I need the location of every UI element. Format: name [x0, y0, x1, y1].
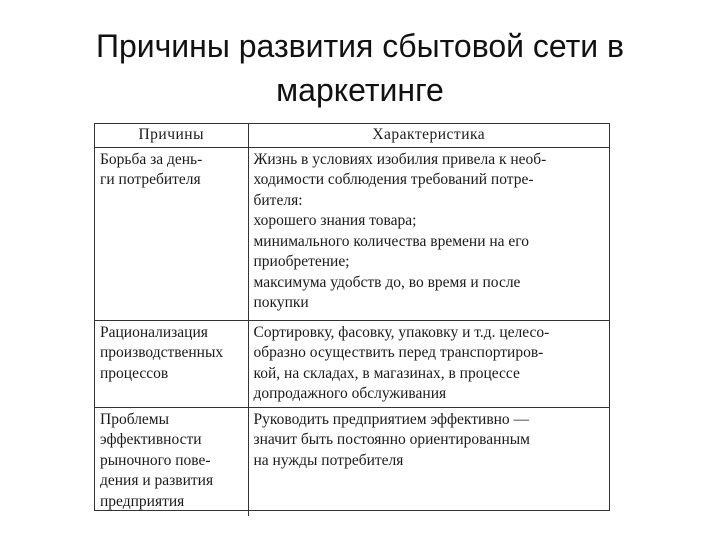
slide-title: [0, 24, 720, 112]
characteristic-cell: [248, 407, 609, 516]
column-header-reasons: Причины: [95, 124, 248, 147]
cell-line: рыночного пове-: [100, 451, 211, 469]
cell-line: Руководить предприятием эффективно —: [253, 410, 530, 428]
column-header-characteristic: Характеристика: [248, 124, 609, 147]
cell-line: максимума удобств до, во время и после: [253, 273, 521, 291]
cell-line: Жизнь в условиях изобилия привела к необ-: [253, 150, 547, 168]
cell-line: эффективности: [100, 431, 202, 448]
table-row: [95, 407, 609, 516]
reason-cell: [95, 320, 248, 407]
cell-line: кой, на складах, в магазинах, в процессе: [253, 364, 520, 382]
cell-line: процессов: [100, 364, 169, 382]
cell-line: покупки: [253, 294, 309, 311]
cell-line: Сортировку, фасовку, упаковку и т.д. целесо-: [253, 323, 550, 341]
table-header-row: [95, 124, 609, 147]
cell-line: Проблемы: [100, 410, 170, 428]
cell-line: значит быть постоянно ориентированным: [253, 431, 530, 448]
cell-line: минимального количества времени на его: [253, 232, 530, 250]
cell-line: ходимости соблюдения требований потре-: [253, 171, 534, 188]
cell-line: ги потребителя: [100, 171, 201, 188]
table-row: [95, 147, 609, 320]
cell-line: бителя:: [253, 191, 303, 209]
cell-line: производственных: [100, 344, 224, 361]
cell-line: на нужды потребителя: [253, 451, 404, 469]
reason-cell: [95, 407, 248, 516]
table-row: [95, 320, 609, 407]
slide-title-line-1: Причины развития сбытовой сети в: [95, 28, 625, 64]
cell-line: дения и развития: [100, 472, 214, 489]
cell-line: допродажного обслуживания: [253, 385, 447, 402]
reasons-table: [94, 123, 610, 511]
characteristic-cell: [248, 147, 609, 320]
cell-line: хорошего знания товара;: [253, 212, 417, 229]
cell-line: Рационализация: [100, 323, 208, 341]
slide-title-line-2: маркетинге: [276, 72, 444, 108]
cell-line: образно осуществить перед транспортиров-: [253, 344, 544, 361]
cell-line: предприятия: [100, 492, 185, 510]
cell-line: Борьба за день-: [100, 150, 203, 168]
characteristic-cell: [248, 320, 609, 407]
cell-line: приобретение;: [253, 253, 350, 270]
reason-cell: [95, 147, 248, 320]
